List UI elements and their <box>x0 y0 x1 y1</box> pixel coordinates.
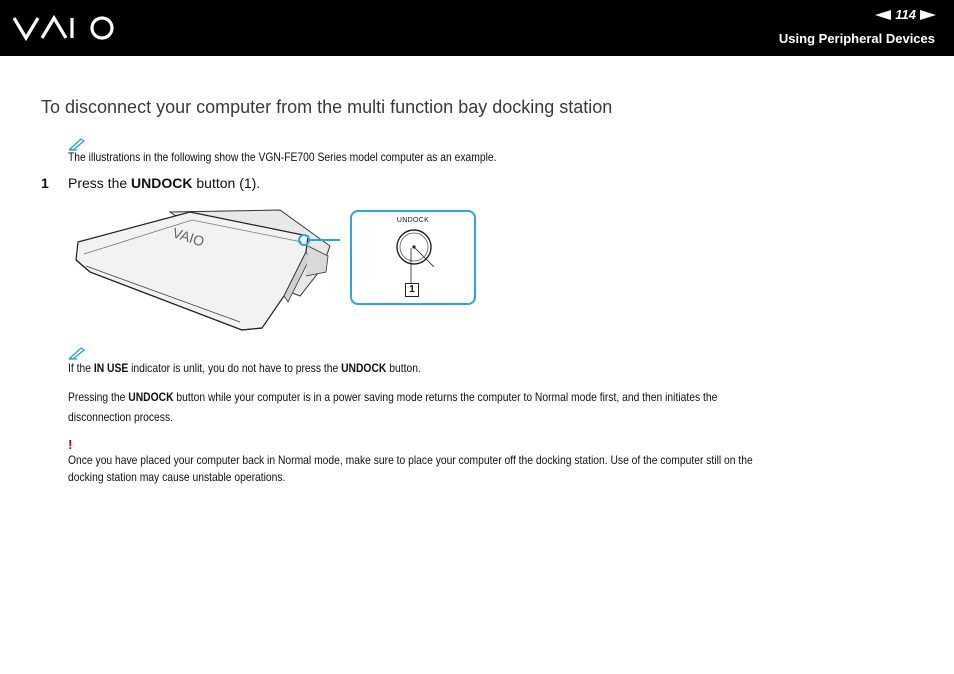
note-text: The illustrations in the following show the VGN-FE700 Series model computer as an example. <box>68 150 497 164</box>
page-header <box>0 0 954 56</box>
note-paragraph: Pressing the UNDOCK button while your computer is in a power saving mode returns the computer to Normal mode first, and then initiates the <box>68 390 718 404</box>
note-pencil-icon <box>68 346 86 360</box>
warning-text: Once you have placed your computer back in Normal mode, make sure to place your computer off the docking station. Use of the computer still on the <box>68 453 753 467</box>
warning-icon: ! <box>68 437 73 452</box>
page-navigation <box>875 7 936 22</box>
laptop-logo: VAIO <box>170 224 207 250</box>
laptop-docking-illustration <box>70 206 340 334</box>
previous-page-icon[interactable] <box>875 10 891 20</box>
page-title: To disconnect your computer from the multi function bay docking station <box>41 97 613 117</box>
callout-number: 1 <box>405 283 419 297</box>
undock-label: UNDOCK <box>396 217 430 224</box>
note-paragraph: If the IN USE indicator is unlit, you do not have to press the UNDOCK button. <box>68 361 421 375</box>
step-text: Press the UNDOCK button (1). <box>68 175 261 191</box>
note-paragraph: disconnection process. <box>68 410 173 424</box>
next-page-icon[interactable] <box>920 10 936 20</box>
step-number: 1 <box>41 175 49 191</box>
callout-leader-line <box>410 248 414 286</box>
note-pencil-icon <box>68 137 86 151</box>
vaio-logo <box>12 12 122 44</box>
warning-text: docking station may cause unstable operations. <box>68 470 286 484</box>
undock-button-icon <box>394 227 434 267</box>
section-title: Using Peripheral Devices <box>778 31 935 46</box>
undock-callout <box>350 210 476 305</box>
page-number: 114 <box>895 7 916 22</box>
